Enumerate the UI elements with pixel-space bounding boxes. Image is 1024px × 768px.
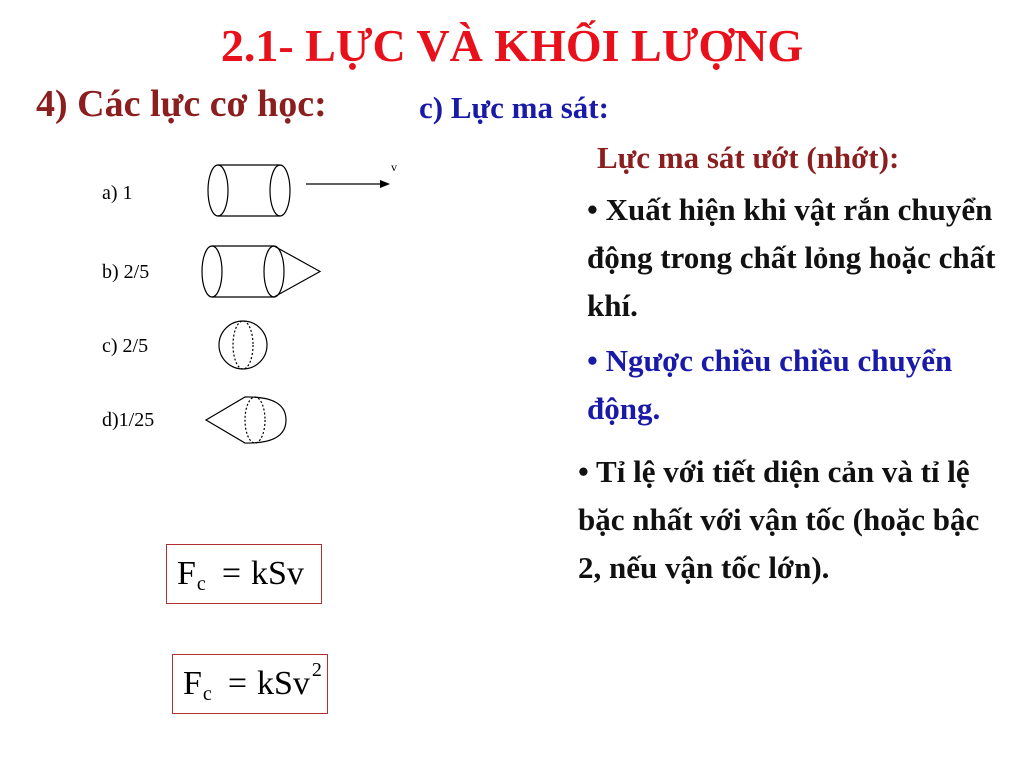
- bullet-proportionality: • Tỉ lệ với tiết diện cản và tỉ lệ bặc nhất với vận tốc (hoặc bậc 2, nếu vận tốc lớn).: [578, 454, 980, 585]
- formula-force-symbol: F: [177, 555, 196, 592]
- formula-equals: =: [227, 665, 247, 702]
- formula-equals: =: [221, 555, 241, 592]
- section-heading: 4) Các lực cơ học:: [36, 83, 327, 125]
- formula-superscript: 2: [311, 658, 322, 681]
- velocity-arrow: [306, 180, 390, 188]
- bullet-direction: • Ngược chiều chiều chuyển động.: [587, 343, 953, 426]
- formula-linear-drag: [166, 544, 322, 604]
- velocity-label: v: [391, 160, 397, 174]
- shape-label-d: d)1/25: [102, 409, 155, 431]
- slide-title: 2.1- LỰC VÀ KHỐI LƯỢNG: [220, 20, 804, 71]
- shape-label-b: b) 2/5: [102, 261, 150, 283]
- formula-quadratic-drag: [172, 654, 328, 714]
- viscous-friction-heading: Lực ma sát ướt (nhớt):: [597, 140, 900, 175]
- cylinder-cone-shape: [202, 246, 320, 297]
- formula-rhs: kSv: [251, 555, 304, 592]
- bullet-appearance: • Xuất hiện khi vật rắn chuyển động trong chất lỏng hoặc chất khí.: [587, 192, 996, 323]
- shape-label-a: a) 1: [102, 182, 133, 204]
- shape-label-c: c) 2/5: [102, 335, 149, 357]
- teardrop-shape: [206, 397, 286, 443]
- formula-rhs: kSv: [257, 665, 310, 702]
- formula-subscript: c: [196, 572, 206, 595]
- cylinder-shape: [208, 165, 290, 216]
- formula-subscript: c: [202, 682, 212, 705]
- formula-force-symbol: F: [183, 665, 202, 702]
- subsection-heading: c) Lực ma sát:: [419, 90, 609, 125]
- sphere-shape: [219, 321, 267, 369]
